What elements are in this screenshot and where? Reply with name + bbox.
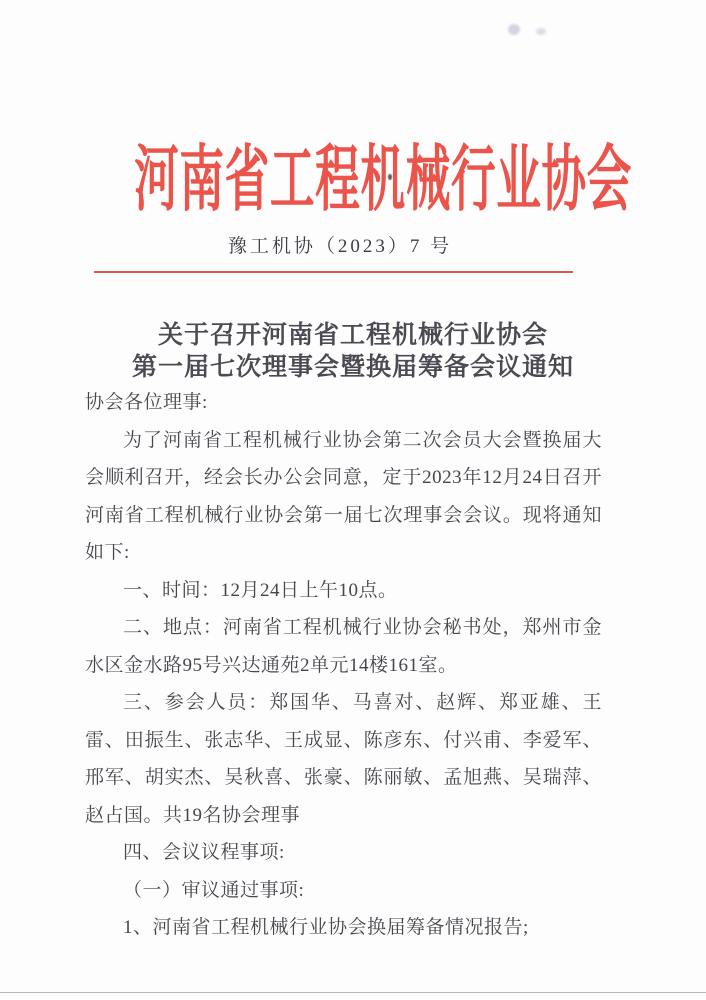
notice-title-line2: 第一届七次理事会暨换届筹备会议通知 (131, 354, 574, 381)
scan-smudge (508, 24, 520, 35)
org-name-header: 河南省工程机械行业协会 (134, 140, 633, 220)
document-number: 豫工机协（2023）7 号 (227, 236, 453, 257)
scan-smudge (536, 28, 546, 35)
scan-background-below-page (0, 993, 706, 1000)
red-divider-line (94, 271, 573, 273)
notice-body (85, 384, 602, 947)
notice-title-line1: 关于召开河南省工程机械行业协会 (157, 322, 548, 349)
body-paragraph-agenda-item-1: 1、河南省工程机械行业协会换届筹备情况报告; (123, 917, 529, 938)
body-paragraph-time: 一、时间：12月24日上午10点。 (123, 579, 398, 601)
body-paragraph-intro: 为了河南省工程机械行业协会第二次会员大会暨换届大会顺利召开，经会长办公会同意，定于2023年12月24日召开河南省工程机械行业协会第一届七次理事会会议。现将通知如下: (85, 429, 602, 563)
body-paragraph-agenda-heading: 四、会议议程事项: (123, 842, 285, 863)
salutation: 协会各位理事: (85, 392, 208, 413)
body-paragraph-review-heading: （一）审议通过事项: (123, 879, 305, 901)
body-paragraph-location: 二、地点：河南省工程机械行业协会秘书处，郑州市金水区金水路95号兴达通苑2单元14楼161室。 (85, 617, 602, 676)
body-paragraph-attendees: 三、参会人员：郑国华、马喜对、赵辉、郑亚雄、王雷、田振生、张志华、王成显、陈彦东、付兴甫、李爱军、邢军、胡实杰、吴秋喜、张豪、陈丽敏、孟旭燕、吴瑞萍、赵占国。共19名协会理事 (85, 692, 602, 826)
notice-title (0, 320, 706, 384)
